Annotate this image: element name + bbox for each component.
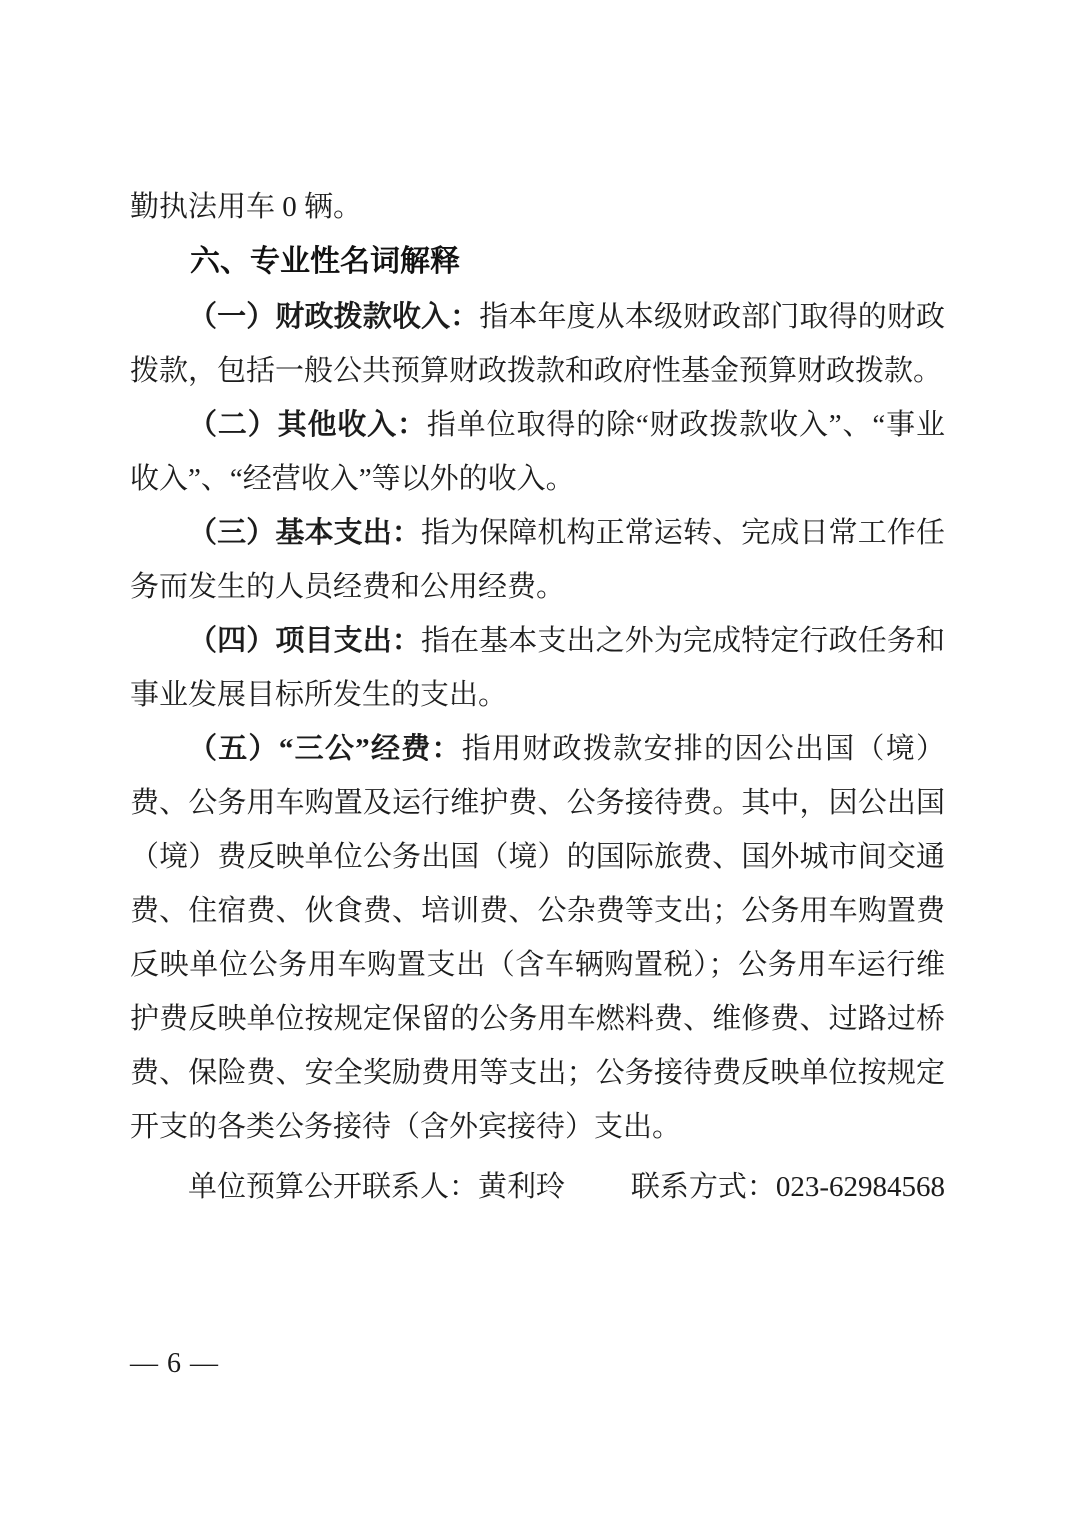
contact-method-label: 联系方式： [630,1171,776,1203]
contact-person-name: 黄利玲 [478,1171,566,1203]
definition-paragraph [130,290,945,398]
page-body [130,180,945,1214]
definition-text: 指在基本支出之外为完成特定行政任务和事业发展目标所发生的支出。 [130,625,945,711]
contact-line [130,1160,945,1214]
definition-text: 指用财政拨款安排的因公出国（境）费、公务用车购置及运行维护费、公务接待费。其中，因公出国（境）费反映单位公务出国（境）的国际旅费、国外城市间交通费、住宿费、伙食费、培训费、公杂费等支出；公务用车购置费反映单位公务用车购置支出（含车辆购置税）；公务用车运行维护费反映单位按规定保留的公务用车燃料费、维修费、过路过桥费、保险费、安全奖励费用等支出；公务接待费反映单位按规定开支的各类公务接待（含外宾接待）支出。 [130,733,945,1143]
page-number: — 6 — [130,1348,219,1379]
definition-paragraph [130,722,945,1154]
continuation-text: 勤执法用车 0 辆。 [130,191,363,223]
section-heading: 六、专业性名词解释 [190,245,460,278]
definition-text: 指本年度从本级财政部门取得的财政拨款，包括一般公共预算财政拨款和政府性基金预算财政拨款。 [130,301,945,387]
definition-term: （四）项目支出： [188,625,421,657]
definition-term: （一）财政拨款收入： [188,301,480,333]
definition-term: （五）“三公”经费： [188,733,462,765]
definition-text: 指单位取得的除“财政拨款收入”、“事业收入”、“经营收入”等以外的收入。 [130,409,945,495]
definition-paragraph [130,614,945,722]
contact-method [631,1160,945,1214]
definition-term: （三）基本支出： [188,517,421,549]
contact-person [188,1160,565,1214]
contact-method-value: 023-62984568 [775,1171,945,1203]
definition-text: 指为保障机构正常运转、完成日常工作任务而发生的人员经费和公用经费。 [130,517,945,603]
definition-term: （二）其他收入： [188,409,427,441]
definition-paragraph [130,398,945,506]
contact-person-label: 单位预算公开联系人： [188,1171,479,1203]
definition-paragraph [130,506,945,614]
